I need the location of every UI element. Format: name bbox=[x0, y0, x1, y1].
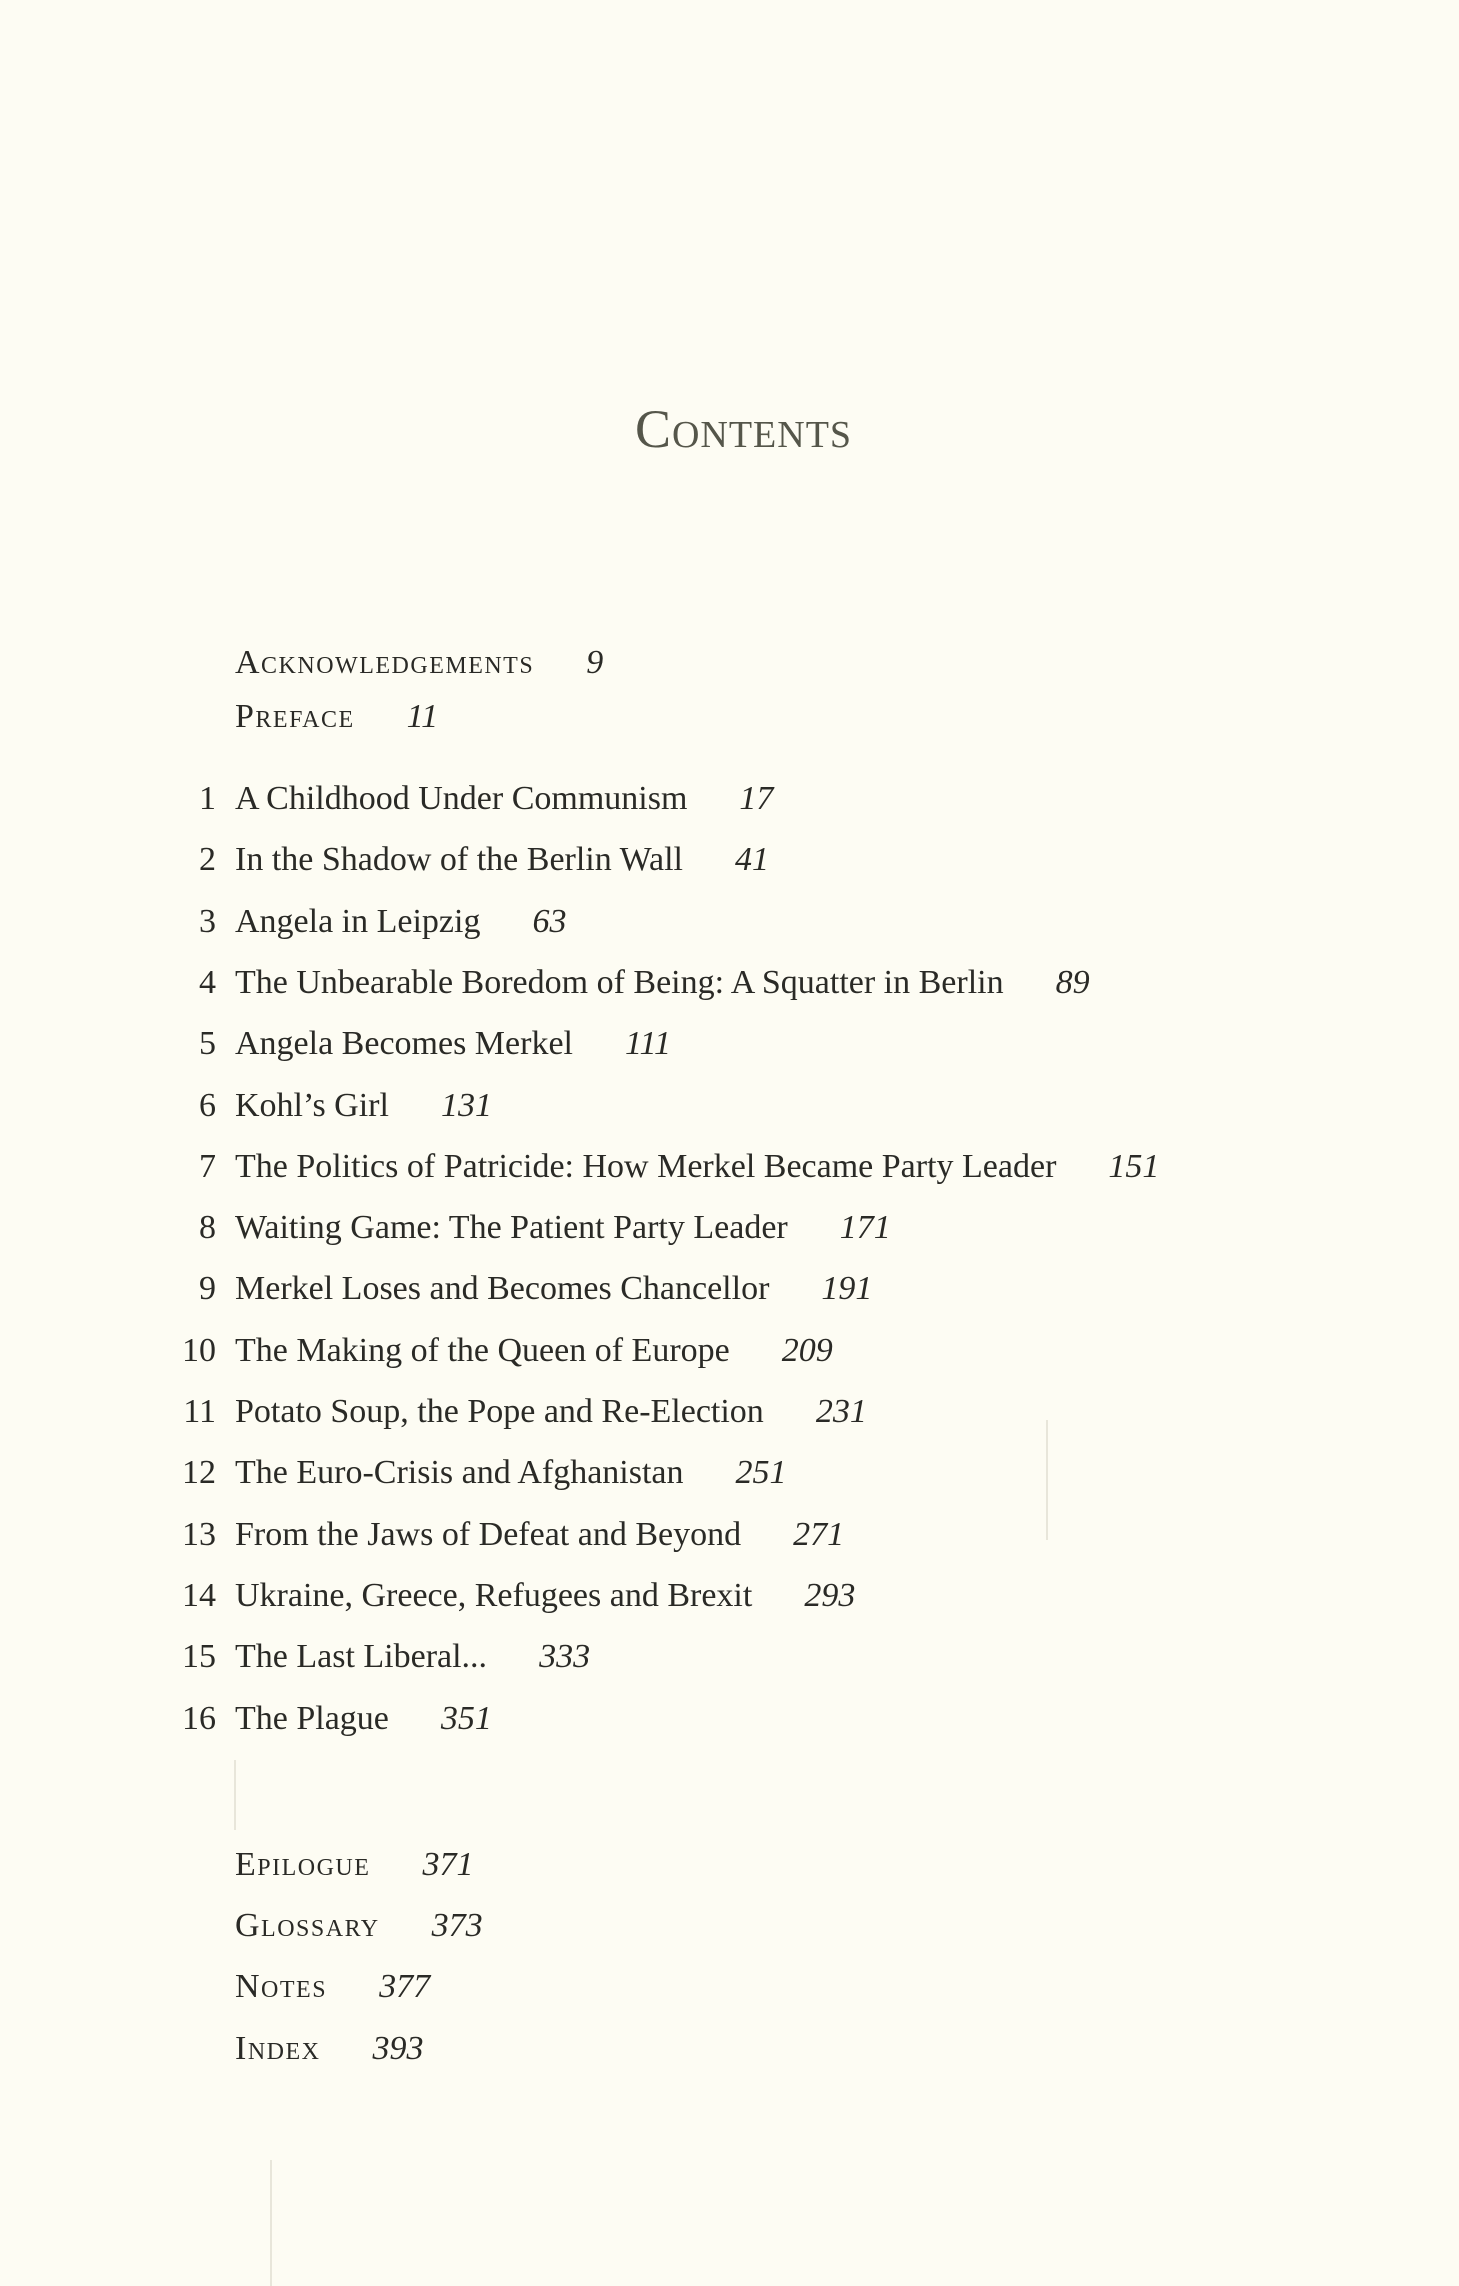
entry-label bbox=[235, 692, 438, 742]
chapter-title: Merkel Loses and Becomes Chancellor bbox=[235, 1270, 770, 1308]
chapter-title: The Unbearable Boredom of Being: A Squatter in Berlin bbox=[235, 963, 1004, 1001]
chapter-number: 6 bbox=[199, 1086, 216, 1124]
toc-entry bbox=[0, 638, 1459, 688]
page-number: 373 bbox=[431, 1907, 483, 1945]
entry-label bbox=[235, 1901, 483, 1951]
chapter-number: 5 bbox=[199, 1025, 216, 1063]
toc-entry bbox=[0, 1962, 1459, 2012]
section-title: Index bbox=[235, 2029, 321, 2067]
entry-label bbox=[235, 1840, 473, 1890]
entry-label bbox=[235, 1962, 430, 2012]
chapter-entry bbox=[0, 1571, 1459, 1621]
chapter-title: From the Jaws of Defeat and Beyond bbox=[235, 1515, 742, 1553]
chapter-entry bbox=[0, 1632, 1459, 1682]
page-title: Contents bbox=[634, 399, 853, 459]
chapter-title: Kohl’s Girl bbox=[235, 1086, 389, 1124]
page-number: 231 bbox=[815, 1393, 867, 1430]
page-number: 151 bbox=[1108, 1147, 1160, 1185]
chapter-title: The Politics of Patricide: How Merkel Became Party Leader bbox=[235, 1147, 1057, 1185]
entry-label bbox=[235, 958, 1090, 1008]
section-title: Acknowledgements bbox=[235, 644, 535, 681]
chapter-entry bbox=[0, 1203, 1459, 1253]
page-number: 191 bbox=[821, 1270, 873, 1308]
chapter-number: 4 bbox=[199, 963, 216, 1001]
chapter-number: 3 bbox=[199, 902, 216, 940]
section-title: Glossary bbox=[235, 1907, 380, 1945]
chapter-number: 2 bbox=[199, 841, 216, 879]
entry-label bbox=[235, 1203, 891, 1253]
entry-label bbox=[235, 1571, 855, 1621]
chapter-number: 11 bbox=[183, 1393, 216, 1430]
page-number: 377 bbox=[379, 1968, 431, 2006]
entry-label bbox=[235, 1019, 671, 1069]
page-number: 371 bbox=[422, 1846, 474, 1883]
chapter-entry bbox=[0, 897, 1459, 947]
entry-label bbox=[235, 1510, 844, 1560]
page-number: 251 bbox=[735, 1454, 787, 1492]
chapter-title: Angela in Leipzig bbox=[235, 902, 481, 940]
entry-label bbox=[235, 835, 769, 885]
entry-label bbox=[235, 2024, 423, 2074]
chapter-title: Ukraine, Greece, Refugees and Brexit bbox=[235, 1576, 753, 1614]
chapter-number: 13 bbox=[182, 1515, 216, 1553]
chapter-entry bbox=[0, 958, 1459, 1008]
page-number: 293 bbox=[804, 1576, 856, 1614]
page-number: 9 bbox=[586, 644, 604, 681]
chapter-entry bbox=[0, 1264, 1459, 1314]
chapter-entry bbox=[0, 1326, 1459, 1376]
page-number: 393 bbox=[372, 2029, 424, 2067]
entry-label bbox=[235, 1694, 492, 1744]
chapter-entry bbox=[0, 1142, 1459, 1192]
toc-entry bbox=[0, 1840, 1459, 1890]
chapter-number: 10 bbox=[182, 1331, 216, 1369]
chapter-entry bbox=[0, 774, 1459, 824]
section-title: Notes bbox=[235, 1968, 328, 2006]
page-number: 209 bbox=[781, 1331, 833, 1369]
section-title: Preface bbox=[235, 698, 355, 735]
entry-label bbox=[235, 1326, 833, 1376]
page-number: 171 bbox=[839, 1209, 891, 1247]
chapter-number: 7 bbox=[199, 1147, 216, 1185]
chapter-entry bbox=[0, 1694, 1459, 1744]
entry-label bbox=[235, 1632, 590, 1682]
page-number: 333 bbox=[539, 1638, 591, 1676]
chapter-title: Angela Becomes Merkel bbox=[235, 1025, 573, 1063]
toc-entry bbox=[0, 692, 1459, 742]
chapter-number: 12 bbox=[182, 1454, 216, 1492]
page-number: 271 bbox=[793, 1515, 845, 1553]
chapter-number: 8 bbox=[199, 1209, 216, 1247]
chapter-number: 1 bbox=[199, 780, 216, 817]
entry-label bbox=[235, 897, 566, 947]
page-number: 11 bbox=[406, 698, 439, 735]
entry-label bbox=[235, 1387, 867, 1437]
page-number: 89 bbox=[1055, 963, 1090, 1001]
chapter-number: 15 bbox=[182, 1638, 216, 1676]
page-number: 111 bbox=[625, 1025, 671, 1063]
entry-label bbox=[235, 638, 603, 688]
page-number: 41 bbox=[735, 841, 769, 879]
toc-entry bbox=[0, 2024, 1459, 2074]
entry-label bbox=[235, 1081, 492, 1131]
entry-label bbox=[235, 1142, 1159, 1192]
chapter-title: The Plague bbox=[235, 1699, 389, 1737]
chapter-title: The Making of the Queen of Europe bbox=[235, 1331, 730, 1369]
section-title: Epilogue bbox=[235, 1846, 371, 1883]
chapter-title: The Euro-Crisis and Afghanistan bbox=[235, 1454, 684, 1492]
page-number: 131 bbox=[440, 1086, 492, 1124]
scan-artifact-line bbox=[270, 2160, 272, 2286]
chapter-title: Potato Soup, the Pope and Re-Election bbox=[235, 1393, 764, 1430]
chapter-title: In the Shadow of the Berlin Wall bbox=[235, 841, 683, 879]
chapter-entry bbox=[0, 1019, 1459, 1069]
chapter-number: 14 bbox=[182, 1576, 216, 1614]
chapter-entry bbox=[0, 1510, 1459, 1560]
chapter-title: The Last Liberal... bbox=[235, 1638, 488, 1676]
entry-label bbox=[235, 1264, 872, 1314]
chapter-title: A Childhood Under Communism bbox=[235, 780, 688, 817]
page-number: 63 bbox=[532, 902, 567, 940]
chapter-title: Waiting Game: The Patient Party Leader bbox=[235, 1209, 788, 1247]
chapter-number: 9 bbox=[199, 1270, 216, 1308]
chapter-entry bbox=[0, 835, 1459, 885]
chapter-entry bbox=[0, 1448, 1459, 1498]
page-number: 17 bbox=[739, 780, 774, 817]
scan-artifact-line bbox=[234, 1760, 236, 1830]
chapter-entry bbox=[0, 1387, 1459, 1437]
page-number: 351 bbox=[440, 1699, 492, 1737]
chapter-number: 16 bbox=[182, 1699, 216, 1737]
chapter-entry bbox=[0, 1081, 1459, 1131]
toc-entry bbox=[0, 1901, 1459, 1951]
entry-label bbox=[235, 1448, 787, 1498]
entry-label bbox=[235, 774, 773, 824]
